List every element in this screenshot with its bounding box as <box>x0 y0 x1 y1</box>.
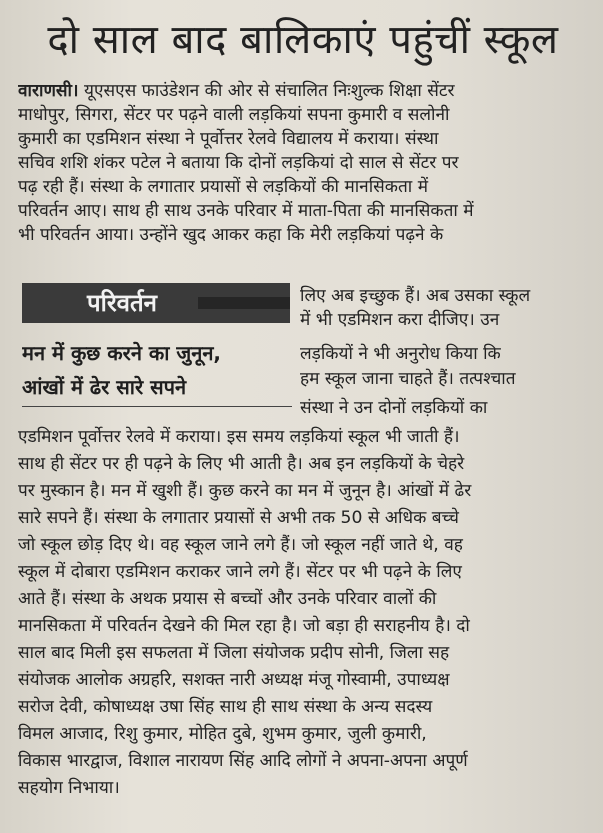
subhead-divider <box>22 406 292 407</box>
body-line-10: संयोजक आलोक अग्रहरि, सशक्त नारी अध्यक्ष मंजू गोस्वामी, उपाध्यक्ष <box>18 670 450 690</box>
intro-line-3: कुमारी का एडमिशन संस्था ने पूर्वोत्तर रेलवे विद्यालय में कराया। संस्था <box>18 129 439 149</box>
right-line-2: में भी एडमिशन करा दीजिए। उन <box>300 310 500 330</box>
body-line-11: सरोज देवी, कोषाध्यक्ष उषा सिंह साथ ही साथ संस्था के अन्य सदस्य <box>18 697 433 717</box>
section-box <box>22 283 290 323</box>
right-line-1: लिए अब इच्छुक हैं। अब उसका स्कूल <box>300 286 531 306</box>
intro-line-1 <box>18 80 588 102</box>
body-line-9: साल बाद मिली इस सफलता में जिला संयोजक प्रदीप सोनी, जिला सह <box>18 643 450 663</box>
subhead-line-2: आंखों में ढेर सारे सपने <box>22 375 187 399</box>
intro-line-7: भी परिवर्तन आया। उन्होंने खुद आकर कहा कि मेरी लड़कियां पढ़ने के <box>18 225 444 245</box>
body-line-14: सहयोग निभाया। <box>18 778 120 798</box>
intro-line-4: सचिव शशि शंकर पटेल ने बताया कि दोनों लड़कियां दो साल से सेंटर पर <box>18 153 459 173</box>
box-title: परिवर्तन <box>86 289 157 317</box>
body-line-2: साथ ही सेंटर पर ही पढ़ने के लिए भी आती है। अब इन लड़कियों के चेहरे <box>18 454 465 474</box>
body-line-1: एडमिशन पूर्वोत्तर रेलवे में कराया। इस समय लड़कियां स्कूल भी जाती हैं। <box>18 427 460 447</box>
body-line-12: विमल आजाद, रिशु कुमार, मोहित दुबे, शुभम कुमार, जुली कुमारी, <box>18 724 427 744</box>
right-line-5: संस्था ने उन दोनों लड़कियों का <box>300 398 488 418</box>
intro-line-2: माधोपुर, सिगरा, सेंटर पर पढ़ने वाली लड़कियां सपना कुमारी व सलोनी <box>18 105 450 125</box>
intro-line-5: पढ़ रही हैं। संस्था के लगातार प्रयासों से लड़कियों की मानसिकता में <box>18 177 428 197</box>
body-line-13: विकास भारद्वाज, विशाल नारायण सिंह आदि लोगों ने अपना-अपना अपूर्ण <box>18 751 468 771</box>
body-line-8: मानसिकता में परिवर्तन देखने की मिल रहा है। जो बड़ा ही सराहनीय है। दो <box>18 616 470 636</box>
subhead-line-1: मन में कुछ करने का जुनून, <box>22 341 222 365</box>
intro-line-6: परिवर्तन आए। साथ ही साथ उनके परिवार में माता-पिता की मानसिकता में <box>18 201 474 221</box>
intro-line-1-text: यूएसएस फाउंडेशन की ओर से संचालित निःशुल्क शिक्षा सेंटर <box>78 81 455 101</box>
box-bar <box>198 297 290 309</box>
right-line-4: हम स्कूल जाना चाहते हैं। तत्पश्चात <box>300 369 516 389</box>
body-line-6: स्कूल में दोबारा एडमिशन कराकर जाने लगे हैं। सेंटर पर भी पढ़ने के लिए <box>18 562 462 582</box>
body-line-7: आते हैं। संस्था के अथक प्रयास से बच्चों और उनके परिवार वालों की <box>18 589 437 609</box>
headline: दो साल बाद बालिकाएं पहुंचीं स्कूल <box>47 17 559 63</box>
right-line-3: लड़कियों ने भी अनुरोध किया कि <box>300 344 501 364</box>
body-line-3: पर मुस्कान है। मन में खुशी हैं। कुछ करने का मन में जुनून है। आंखों में ढेर <box>18 481 472 501</box>
dateline: वाराणसी। <box>18 81 79 101</box>
body-line-5: जो स्कूल छोड़ दिए थे। वह स्कूल जाने लगे हैं। जो स्कूल नहीं जाते थे, वह <box>18 535 463 555</box>
body-line-4: सारे सपने हैं। संस्था के लगातार प्रयासों से अभी तक 50 से अधिक बच्चे <box>18 508 459 528</box>
